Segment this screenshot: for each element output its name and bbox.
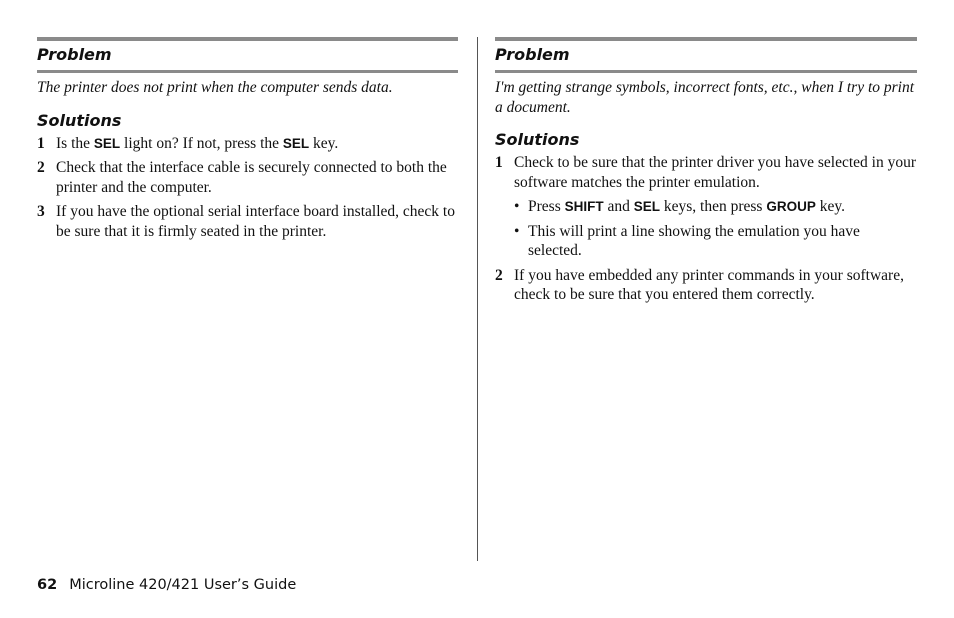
solution-step [37,134,458,154]
key-label-sel: SEL [282,135,310,151]
problem-description: I'm getting strange symbols, incorrect fonts, etc., when I try to print a document. [495,79,915,116]
step-number: 2 [495,266,503,284]
solution-step [37,158,458,197]
bullet-mark: • [514,198,520,215]
problem-top-rule [37,37,458,41]
bullet-item [495,222,917,261]
solutions-heading: Solutions [495,130,580,149]
step-text: Is the [56,134,94,152]
guide-title: Microline 420/421 User’s Guide [69,577,297,593]
key-label-sel: SEL [93,135,121,151]
key-label-sel: SEL [633,199,661,214]
step-text: Check to be sure that the printer driver you have selected in your software matches the printer emulation. [514,154,917,191]
problem-heading: Problem [495,45,570,64]
problem-bottom-rule [495,70,917,73]
problem-description: The printer does not print when the computer sends data. [37,79,393,96]
step-number: 3 [37,203,45,220]
solutions-heading: Solutions [37,110,122,130]
left-column [37,37,458,246]
bullet-text: and [603,198,634,215]
step-number: 2 [37,159,45,176]
step-text: Check that the interface cable is securely connected to both the printer and the computer. [56,159,447,196]
bullet-text: This will print a line showing the emulation you have selected. [528,222,860,259]
solution-step [37,202,458,241]
solution-step [495,266,917,305]
step-number: 1 [37,134,45,152]
right-column [495,37,917,310]
bullet-text: keys, then press [660,198,767,215]
step-text: If you have the optional serial interface board installed, check to be sure that it is firmly seated in the printer. [56,203,455,240]
step-text: If you have embedded any printer commands in your software, check to be sure that you entered them correctly. [514,266,904,303]
bullet-text: Press [528,198,565,215]
step-text: light on? If not, press the [120,134,283,152]
step-number: 1 [495,154,503,171]
problem-top-rule [495,37,917,41]
step-text: key. [309,134,339,152]
key-label-shift: SHIFT [564,199,604,214]
page-number: 62 [37,577,58,593]
bullet-item [495,197,917,217]
problem-heading: Problem [37,45,112,64]
problem-bottom-rule [37,70,458,73]
page-footer [37,575,296,595]
bullet-mark: • [514,222,520,240]
column-divider [477,37,478,561]
bullet-text: key. [815,198,845,215]
solution-step [495,153,917,192]
key-label-group: GROUP [766,199,816,214]
